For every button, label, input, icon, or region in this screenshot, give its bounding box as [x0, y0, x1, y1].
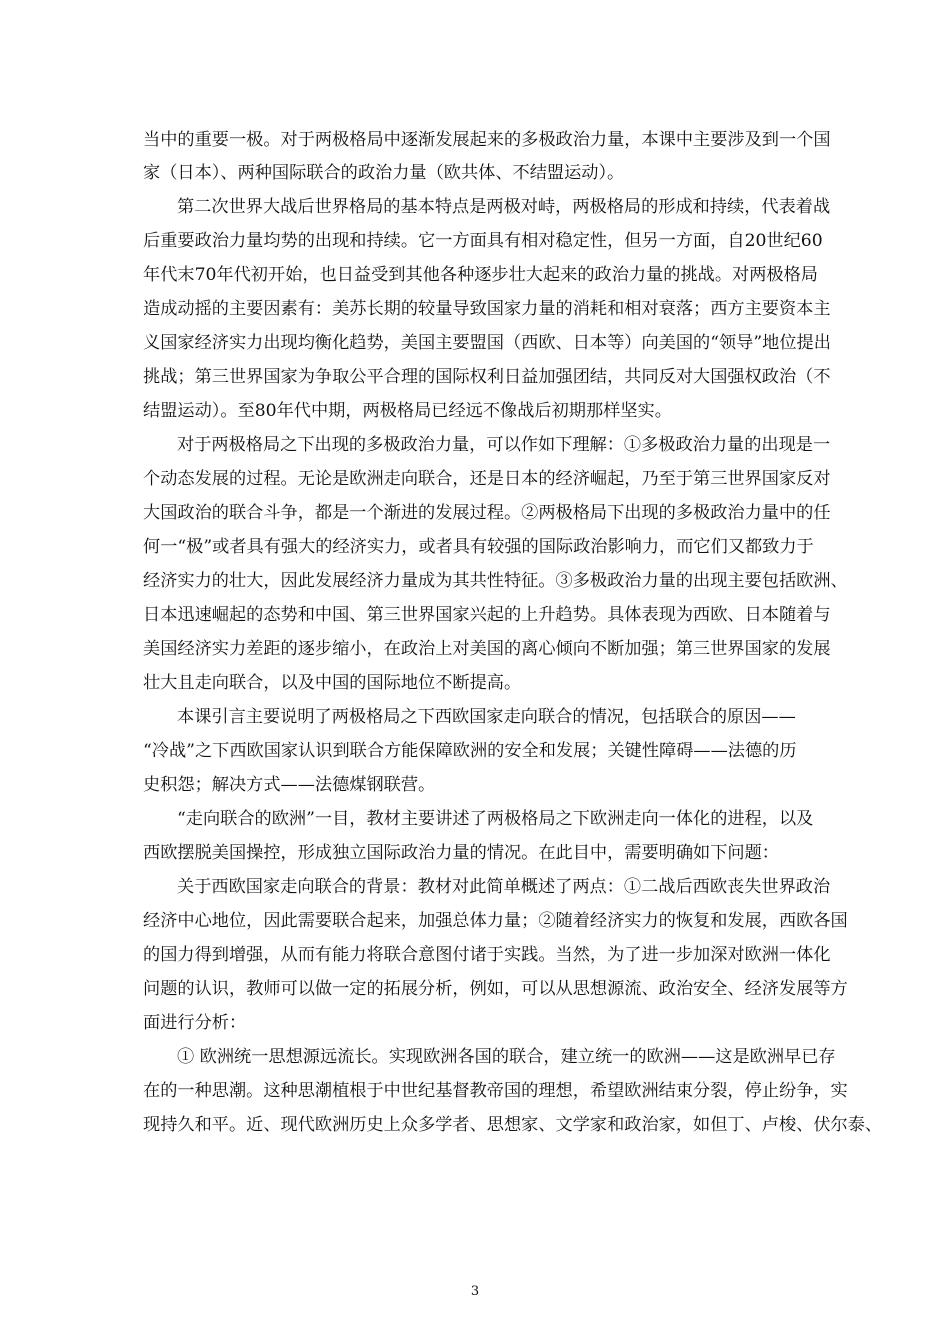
- paragraph-line: 本课引言主要说明了两极格局之下西欧国家走向联合的情况，包括联合的原因——: [177, 707, 796, 727]
- paragraph-line: 西欧摆脱美国操控，形成独立国际政治力量的情况。在此目中，需要明确如下问题：: [143, 843, 779, 863]
- paragraph-line: 问题的认识，教师可以做一定的拓展分析，例如，可以从思想源流、政治安全、经济发展等方: [143, 979, 848, 999]
- paragraph-line: “走向联合的欧洲”一目，教材主要讲述了两极格局之下欧洲走向一体化的进程，以及: [177, 809, 814, 829]
- paragraph-line: ① 欧洲统一思想源远流长。实现欧洲各国的联合，建立统一的欧洲——这是欧洲早已存: [177, 1047, 836, 1067]
- paragraph-line: “冷战”之下西欧国家认识到联合方能保障欧洲的安全和发展；关键性障碍——法德的历: [143, 741, 797, 761]
- paragraph-line: 年代末70年代初开始，也日益受到其他各种逐步壮大起来的政治力量的挑战。对两极格局: [143, 265, 818, 285]
- paragraph-line: 对于两极格局之下出现的多极政治力量，可以作如下理解：①多极政治力量的出现是一: [177, 435, 831, 455]
- paragraph-line: 挑战；第三世界国家为争取公平合理的国际权利日益加强团结，共同反对大国强权政治（不: [143, 367, 831, 387]
- paragraph-line: 家（日本）、两种国际联合的政治力量（欧共体、不结盟运动）。: [143, 163, 625, 183]
- paragraph-line: 关于西欧国家走向联合的背景：教材对此简单概述了两点：①二战后西欧丧失世界政治: [177, 877, 831, 897]
- paragraph-line: 经济中心地位，因此需要联合起来，加强总体力量；②随着经济实力的恢复和发展，西欧各国: [143, 911, 848, 931]
- paragraph-line: 在的一种思潮。这种思潮植根于中世纪基督教帝国的理想，希望欧洲结束分裂，停止纷争，实: [143, 1081, 848, 1101]
- paragraph-line: 造成动摇的主要因素有：美苏长期的较量导致国家力量的消耗和相对衰落；西方主要资本主: [143, 299, 831, 319]
- paragraph-line: 壮大且走向联合，以及中国的国际地位不断提高。: [143, 673, 522, 693]
- paragraph-line: 面进行分析：: [143, 1013, 247, 1033]
- paragraph-line: 义国家经济实力出现均衡化趋势，美国主要盟国（西欧、日本等）向美国的“领导”地位提出: [143, 333, 831, 353]
- page-number: 3: [470, 1284, 480, 1299]
- paragraph-line: 个动态发展的过程。无论是欧洲走向联合，还是日本的经济崛起，乃至于第三世界国家反对: [143, 469, 831, 489]
- paragraph-line: 现持久和平。近、现代欧洲历史上众多学者、思想家、文学家和政治家，如但丁、卢梭、伏尔泰、: [143, 1115, 883, 1135]
- paragraph-line: 美国经济实力差距的逐步缩小，在政治上对美国的离心倾向不断加强；第三世界国家的发展: [143, 639, 831, 659]
- paragraph-line: 后重要政治力量均势的出现和持续。它一方面具有相对稳定性，但另一方面，自20世纪60: [143, 231, 823, 251]
- paragraph-line: 经济实力的壮大，因此发展经济力量成为其共性特征。③多极政治力量的出现主要包括欧洲、: [143, 571, 848, 591]
- paragraph-line: 当中的重要一极。对于两极格局中逐渐发展起来的多极政治力量，本课中主要涉及到一个国: [143, 130, 831, 150]
- paragraph-line: 日本迅速崛起的态势和中国、第三世界国家兴起的上升趋势。具体表现为西欧、日本随着与: [143, 605, 831, 625]
- paragraph-line: 史积怨；解决方式——法德煤钢联营。: [143, 775, 436, 795]
- paragraph-line: 的国力得到增强，从而有能力将联合意图付诸于实践。当然，为了进一步加深对欧洲一体化: [143, 945, 831, 965]
- paragraph-line: 大国政治的联合斗争，都是一个渐进的发展过程。②两极格局下出现的多极政治力量中的任: [143, 503, 831, 523]
- paragraph-line: 结盟运动）。至80年代中期，两极格局已经远不像战后初期那样坚实。: [143, 401, 672, 421]
- paragraph-line: 第二次世界大战后世界格局的基本特点是两极对峙，两极格局的形成和持续，代表着战: [177, 197, 831, 217]
- paragraph-line: 何一“极”或者具有强大的经济实力，或者具有较强的国际政治影响力，而它们又都致力于: [143, 537, 814, 557]
